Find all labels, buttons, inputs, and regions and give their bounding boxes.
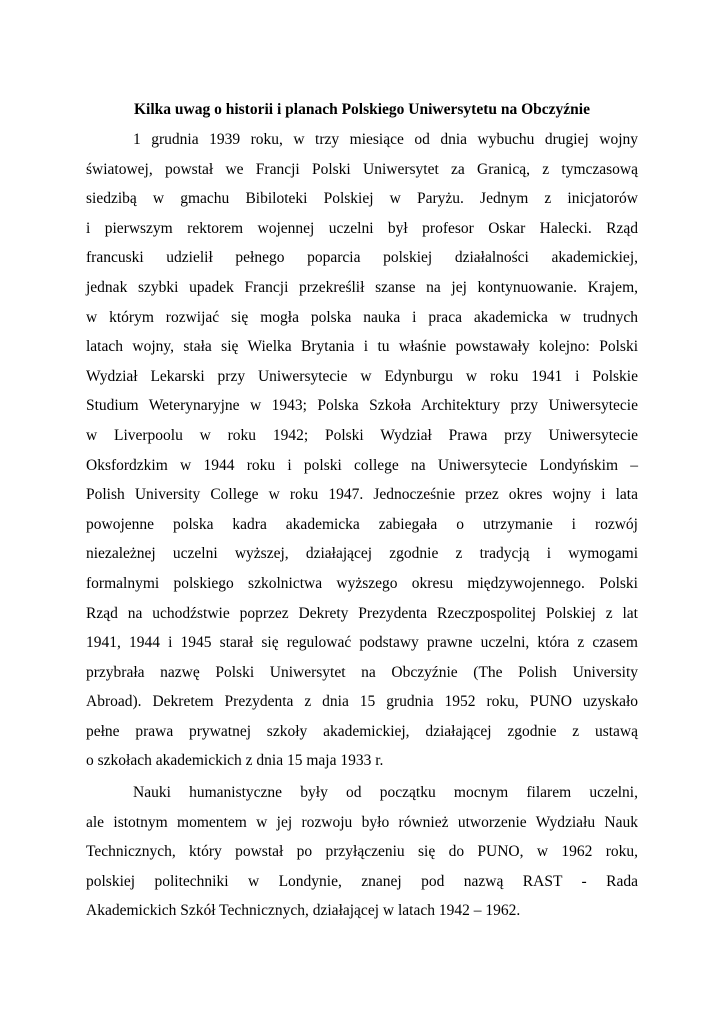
paragraph-technical-faculty [86,778,638,926]
paragraph-line: latach wojny, stała się Wielka Brytania i tu właśnie powstawały kolejno: Polski [86,338,638,356]
paragraph-line: Abroad). Dekretem Prezydenta z dnia 15 grudnia 1952 roku, PUNO uzyskało [86,693,638,711]
paragraph-line: Polish University College w roku 1947. Jednocześnie przez okres wojny i lata [86,486,638,504]
document-title: Kilka uwag o historii i planach Polskiego Uniwersytetu na Obczyźnie [134,101,590,118]
paragraph-line: Wydział Lekarski przy Uniwersytecie w Edynburgu w roku 1941 i Polskie [86,367,638,385]
paragraph-line: jednak szybki upadek Francji przekreślił szanse na jej kontynuowanie. Krajem, [86,278,638,296]
paragraph-line: i pierwszym rektorem wojennej uczelni był profesor Oskar Halecki. Rząd [86,219,638,237]
paragraph-line: Studium Weterynaryjne w 1943; Polska Szkoła Architektury przy Uniwersytecie [86,397,638,415]
paragraph-line: formalnymi polskiego szkolnictwa wyższego okresu międzywojennego. Polski [86,574,638,592]
paragraph-line: francuski udzielił pełnego poparcia polskiej działalności akademickiej, [86,249,638,267]
paragraph-line: 1941, 1944 i 1945 starał się regulować podstawy prawne uczelni, która z czasem [86,634,638,652]
paragraph-line: ale istotnym momentem w jej rozwoju było również utworzenie Wydziału Nauk [86,813,638,831]
paragraph-line: przybrała nazwę Polski Uniwersytet na Obczyźnie (The Polish University [86,663,638,681]
paragraph-line: Rząd na uchodźstwie poprzez Dekrety Prezydenta Rzeczpospolitej Polskiej z lat [86,604,638,622]
paragraph-history [86,125,638,776]
paragraph-line: Technicznych, który powstał po przyłączeniu się do PUNO, w 1962 roku, [86,843,638,861]
paragraph-line: w którym rozwijać się mogła polska nauka i praca akademicka w trudnych [86,308,638,326]
paragraph-line: światowej, powstał we Francji Polski Uniwersytet za Granicą, z tymczasową [86,160,638,178]
paragraph-line: w Liverpoolu w roku 1942; Polski Wydział Prawa przy Uniwersytecie [86,426,638,444]
paragraph-line: o szkołach akademickich z dnia 15 maja 1933 r. [86,752,384,770]
document-page [86,98,638,926]
paragraph-line: niezależnej uczelni wyższej, działającej zgodnie z tradycją i wymogami [86,545,638,563]
paragraph-line: Nauki humanistyczne były od początku mocnym filarem uczelni, [133,784,638,802]
paragraph-line: Oksfordzkim w 1944 roku i polski college na Uniwersytecie Londyńskim – [86,456,638,474]
paragraph-line: powojenne polska kadra akademicka zabiegała o utrzymanie i rozwój [86,515,638,533]
paragraph-line: pełne prawa prywatnej szkoły akademickiej, działającej zgodnie z ustawą [86,722,638,740]
paragraph-line: siedzibą w gmachu Bibiloteki Polskiej w Paryżu. Jednym z inicjatorów [86,190,638,208]
paragraph-line: Akademickich Szkół Technicznych, działającej w latach 1942 – 1962. [86,902,521,920]
paragraph-line: 1 grudnia 1939 roku, w trzy miesiące od dnia wybuchu drugiej wojny [133,131,638,148]
paragraph-line: polskiej politechniki w Londynie, znanej pod nazwą RAST - Rada [86,872,638,890]
